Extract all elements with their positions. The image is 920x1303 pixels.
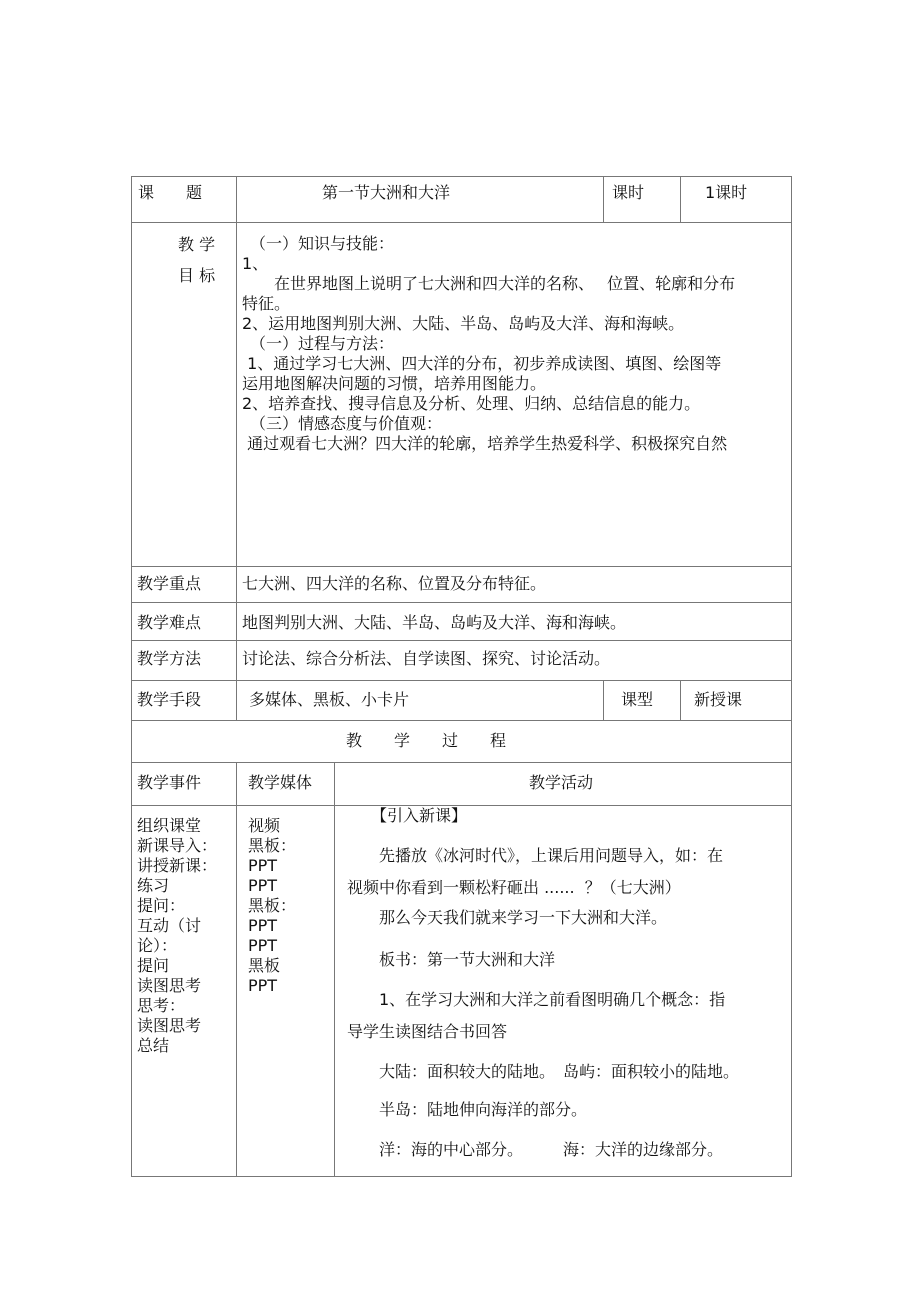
means-label: 教学手段 — [137, 690, 202, 709]
objective-line: 2、运用地图判别大洲、大陆、半岛、岛屿及大洋、海和海峡。 — [242, 314, 685, 333]
activity-line: 洋：海的中心部分。 海：大洋的边缘部分。 — [347, 1140, 724, 1159]
topic-cell — [236, 176, 604, 223]
activity-line: 那么今天我们就来学习一下大洲和大洋。 — [347, 908, 668, 927]
event-item: 提问 — [137, 956, 170, 975]
activity-line: 先播放《冰河时代》，上课后用问题导入，如：在 — [347, 846, 724, 865]
objective-line: 1、 — [242, 254, 269, 273]
topic-label-cell — [131, 176, 237, 223]
media-item: PPT — [248, 936, 278, 955]
event-item: 新课导入： — [137, 836, 218, 855]
objectives-label-2: 目 标 — [178, 266, 216, 285]
methods-label: 教学方法 — [137, 649, 202, 668]
event-item: 总结 — [137, 1036, 170, 1055]
activity-line: 视频中你看到一颗松籽砸出 ...... ？（七大洲） — [347, 878, 681, 897]
difficulties-value: 地图判别大洲、大陆、半岛、岛屿及大洋、海和海峡。 — [242, 613, 627, 632]
activity-cell — [334, 805, 792, 1177]
means-cell — [236, 680, 604, 721]
media-item: PPT — [248, 916, 278, 935]
activity-line: 大陆：面积较大的陆地。 岛屿：面积较小的陆地。 — [347, 1062, 740, 1081]
activity-line: 板书：第一节大洲和大洋 — [347, 950, 556, 969]
event-item: 读图思考 — [137, 1016, 202, 1035]
media-item: 黑板： — [248, 896, 297, 915]
activity-line: 半岛：陆地伸向海洋的部分。 — [347, 1100, 588, 1119]
media-header-cell — [236, 762, 335, 806]
difficulties-cell — [236, 602, 792, 641]
objective-line: 运用地图解决问题的习惯，培养用图能力。 — [242, 374, 547, 393]
topic-title: 第一节大洲和大洋 — [322, 183, 451, 202]
media-item: 视频 — [248, 816, 281, 835]
key-points-label: 教学重点 — [137, 574, 202, 593]
activity-header-cell — [334, 762, 792, 806]
activity-line: 1、在学习大洲和大洋之前看图明确几个概念：指 — [347, 990, 726, 1009]
means-value: 多媒体、黑板、小卡片 — [249, 690, 410, 709]
events-header: 教学事件 — [137, 773, 202, 792]
objective-line: （一）知识与技能： — [242, 234, 395, 253]
key-points-cell — [236, 566, 792, 603]
difficulties-label: 教学难点 — [137, 613, 202, 632]
objective-line: 1、通过学习七大洲、四大洋的分布，初步养成读图、填图、绘图等 — [242, 354, 722, 373]
event-item: 读图思考 — [137, 976, 202, 995]
methods-value: 讨论法、综合分析法、自学读图、探究、讨论活动。 — [242, 649, 611, 668]
event-item: 互动（讨 — [137, 916, 202, 935]
hours-label: 课时 — [612, 183, 645, 202]
activity-line: 【引入新课】 — [347, 806, 468, 825]
media-item: PPT — [248, 856, 278, 875]
media-item: 黑板 — [248, 956, 281, 975]
media-item: 黑板： — [248, 836, 297, 855]
media-cell — [236, 805, 335, 1177]
objective-line: 2、培养查找、搜寻信息及分析、处理、归纳、总结信息的能力。 — [242, 394, 701, 413]
hours-cell — [680, 176, 792, 223]
objective-line: 在世界地图上说明了七大洲和四大洋的名称、 位置、轮廓和分布 — [242, 274, 736, 293]
activity-line: 导学生读图结合书回答 — [347, 1022, 508, 1041]
type-label-cell — [603, 680, 681, 721]
objectives-cell — [236, 222, 792, 567]
type-label: 课型 — [621, 690, 654, 709]
hours-label-cell — [603, 176, 681, 223]
event-item: 论）： — [137, 936, 178, 955]
key-points-value: 七大洲、四大洋的名称、位置及分布特征。 — [242, 574, 547, 593]
objectives-label-1: 教 学 — [178, 235, 216, 254]
event-item: 提问： — [137, 896, 186, 915]
process-title: 教 学 过 程 — [346, 731, 507, 750]
objective-line: 特征。 — [242, 294, 291, 313]
objective-line: （一）过程与方法： — [242, 334, 395, 353]
event-item: 组织课堂 — [137, 816, 202, 835]
objective-line: 通过观看七大洲？四大洋的轮廓，培养学生热爱科学、积极探究自然 — [242, 434, 728, 453]
objective-line: （三）情感态度与价值观： — [242, 414, 443, 433]
key-points-label-cell — [131, 566, 237, 603]
objectives-label-cell — [131, 222, 237, 567]
activity-header: 教学活动 — [529, 773, 594, 792]
methods-cell — [236, 640, 792, 681]
type-cell — [680, 680, 792, 721]
process-title-cell — [131, 720, 792, 763]
event-item: 练习 — [137, 876, 170, 895]
topic-label: 课 题 — [138, 183, 203, 202]
event-item: 讲授新课： — [137, 856, 218, 875]
media-item: PPT — [248, 876, 278, 895]
events-header-cell — [131, 762, 237, 806]
events-cell — [131, 805, 237, 1177]
difficulties-label-cell — [131, 602, 237, 641]
media-header: 教学媒体 — [248, 773, 313, 792]
hours-value: 1课时 — [705, 183, 748, 202]
type-value: 新授课 — [694, 690, 743, 709]
media-item: PPT — [248, 976, 278, 995]
means-label-cell — [131, 680, 237, 721]
methods-label-cell — [131, 640, 237, 681]
event-item: 思考： — [137, 996, 186, 1015]
